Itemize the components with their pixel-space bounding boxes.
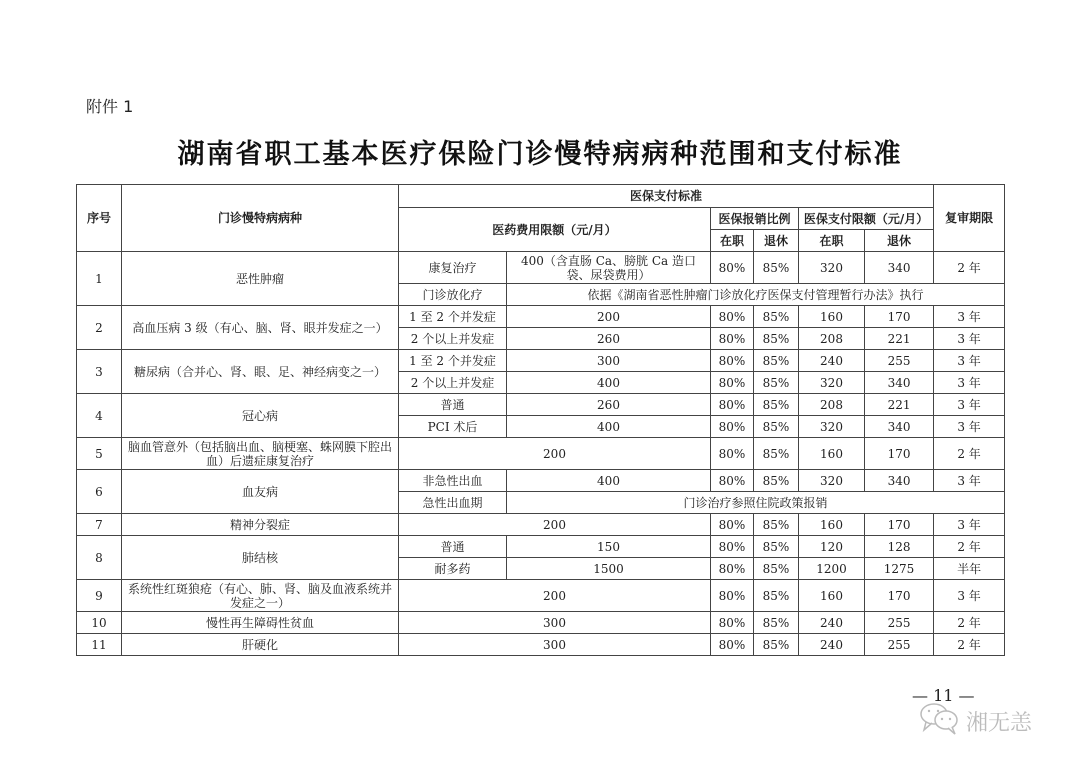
- cell-review: 3 年: [934, 328, 1005, 350]
- cell-ratio-employed: 80%: [711, 612, 754, 634]
- cell-pay-retired: 170: [865, 514, 934, 536]
- cell-review: 3 年: [934, 350, 1005, 372]
- cell-pay-retired: 221: [865, 394, 934, 416]
- cell-disease: 冠心病: [122, 394, 399, 438]
- cell-pay-retired: 340: [865, 372, 934, 394]
- cell-limit: 300: [399, 634, 711, 656]
- cell-limit: 400: [507, 470, 711, 492]
- cell-pay-employed: 208: [799, 328, 865, 350]
- cell-pay-retired: 340: [865, 470, 934, 492]
- cell-pay-retired: 340: [865, 416, 934, 438]
- table-row: [77, 306, 1005, 328]
- cell-ratio-retired: 85%: [754, 634, 799, 656]
- cell-seq: 5: [77, 438, 122, 470]
- cell-seq: 8: [77, 536, 122, 580]
- cell-sub: 非急性出血: [399, 470, 507, 492]
- cell-sub: 2 个以上并发症: [399, 328, 507, 350]
- cell-disease: 精神分裂症: [122, 514, 399, 536]
- cell-limit: 200: [507, 306, 711, 328]
- cell-sub: 急性出血期: [399, 492, 507, 514]
- cell-ratio-employed: 80%: [711, 252, 754, 284]
- cell-ratio-retired: 85%: [754, 252, 799, 284]
- payment-standard-table: [76, 184, 1005, 656]
- cell-limit: 200: [399, 514, 711, 536]
- cell-pay-employed: 320: [799, 416, 865, 438]
- attachment-label: 附件 1: [86, 97, 134, 116]
- cell-ratio-employed: 80%: [711, 536, 754, 558]
- cell-disease: 血友病: [122, 470, 399, 514]
- cell-ratio-employed: 80%: [711, 328, 754, 350]
- cell-review: 3 年: [934, 514, 1005, 536]
- cell-ratio-retired: 85%: [754, 514, 799, 536]
- cell-ratio-retired: 85%: [754, 470, 799, 492]
- cell-limit: 300: [399, 612, 711, 634]
- header-pay-retired: 退休: [865, 230, 934, 252]
- cell-review: 2 年: [934, 438, 1005, 470]
- cell-pay-employed: 208: [799, 394, 865, 416]
- cell-review: 3 年: [934, 416, 1005, 438]
- cell-limit: 400: [507, 416, 711, 438]
- cell-pay-retired: 255: [865, 350, 934, 372]
- cell-sub: 耐多药: [399, 558, 507, 580]
- cell-limit: 400（含直肠 Ca、膀胱 Ca 造口袋、尿袋费用）: [507, 252, 711, 284]
- cell-pay-retired: 128: [865, 536, 934, 558]
- header-cost-limit: 医药费用限额（元/月）: [399, 208, 711, 252]
- cell-pay-employed: 320: [799, 372, 865, 394]
- table-row: [77, 580, 1005, 612]
- cell-limit: 300: [507, 350, 711, 372]
- cell-disease: 肺结核: [122, 536, 399, 580]
- cell-disease: 系统性红斑狼疮（有心、肺、肾、脑及血液系统并发症之一）: [122, 580, 399, 612]
- cell-sub: 1 至 2 个并发症: [399, 350, 507, 372]
- table-row: [77, 536, 1005, 558]
- cell-seq: 6: [77, 470, 122, 514]
- header-review: 复审期限: [934, 185, 1005, 252]
- cell-pay-employed: 240: [799, 634, 865, 656]
- cell-ratio-employed: 80%: [711, 416, 754, 438]
- cell-seq: 2: [77, 306, 122, 350]
- cell-disease: 恶性肿瘤: [122, 252, 399, 306]
- cell-disease: 脑血管意外（包括脑出血、脑梗塞、蛛网膜下腔出血）后遗症康复治疗: [122, 438, 399, 470]
- cell-ratio-retired: 85%: [754, 350, 799, 372]
- cell-sub: 1 至 2 个并发症: [399, 306, 507, 328]
- cell-sub: 普通: [399, 394, 507, 416]
- cell-limit: 200: [399, 438, 711, 470]
- cell-review: 2 年: [934, 634, 1005, 656]
- cell-sub: PCI 术后: [399, 416, 507, 438]
- cell-note: 依据《湖南省恶性肿瘤门诊放化疗医保支付管理暂行办法》执行: [507, 284, 1005, 306]
- cell-ratio-employed: 80%: [711, 634, 754, 656]
- cell-pay-retired: 170: [865, 580, 934, 612]
- table-row: [77, 394, 1005, 416]
- cell-seq: 1: [77, 252, 122, 306]
- cell-ratio-retired: 85%: [754, 438, 799, 470]
- cell-ratio-retired: 85%: [754, 394, 799, 416]
- cell-review: 3 年: [934, 306, 1005, 328]
- cell-pay-employed: 320: [799, 470, 865, 492]
- cell-ratio-employed: 80%: [711, 372, 754, 394]
- cell-pay-employed: 240: [799, 612, 865, 634]
- header-disease: 门诊慢特病病种: [122, 185, 399, 252]
- cell-ratio-retired: 85%: [754, 416, 799, 438]
- cell-limit: 200: [399, 580, 711, 612]
- cell-ratio-employed: 80%: [711, 470, 754, 492]
- cell-review: 半年: [934, 558, 1005, 580]
- cell-pay-employed: 160: [799, 438, 865, 470]
- cell-pay-retired: 170: [865, 438, 934, 470]
- cell-pay-employed: 320: [799, 252, 865, 284]
- cell-seq: 11: [77, 634, 122, 656]
- cell-pay-retired: 170: [865, 306, 934, 328]
- watermark-text: 湘无恙: [966, 710, 1033, 736]
- cell-ratio-employed: 80%: [711, 350, 754, 372]
- cell-review: 2 年: [934, 252, 1005, 284]
- cell-ratio-employed: 80%: [711, 306, 754, 328]
- cell-review: 2 年: [934, 612, 1005, 634]
- cell-sub: 2 个以上并发症: [399, 372, 507, 394]
- cell-limit: 1500: [507, 558, 711, 580]
- cell-ratio-employed: 80%: [711, 438, 754, 470]
- cell-pay-employed: 160: [799, 514, 865, 536]
- cell-seq: 7: [77, 514, 122, 536]
- header-seq: 序号: [77, 185, 122, 252]
- cell-seq: 3: [77, 350, 122, 394]
- cell-pay-retired: 255: [865, 634, 934, 656]
- cell-disease: 高血压病 3 级（有心、脑、肾、眼并发症之一）: [122, 306, 399, 350]
- cell-limit: 400: [507, 372, 711, 394]
- cell-review: 3 年: [934, 394, 1005, 416]
- header-pay-employed: 在职: [799, 230, 865, 252]
- header-standard: 医保支付标准: [399, 185, 934, 208]
- cell-pay-employed: 160: [799, 580, 865, 612]
- cell-pay-employed: 160: [799, 306, 865, 328]
- cell-review: 2 年: [934, 536, 1005, 558]
- cell-pay-employed: 120: [799, 536, 865, 558]
- cell-pay-retired: 1275: [865, 558, 934, 580]
- table-row: [77, 252, 1005, 284]
- header-ratio-retired: 退休: [754, 230, 799, 252]
- document-title: 湖南省职工基本医疗保险门诊慢特病病种范围和支付标准: [177, 139, 903, 170]
- cell-pay-employed: 240: [799, 350, 865, 372]
- cell-disease: 糖尿病（合并心、肾、眼、足、神经病变之一）: [122, 350, 399, 394]
- watermark: [918, 700, 1032, 742]
- cell-ratio-retired: 85%: [754, 306, 799, 328]
- table-row: [77, 350, 1005, 372]
- table-row: [77, 470, 1005, 492]
- cell-sub: 门诊放化疗: [399, 284, 507, 306]
- cell-ratio-employed: 80%: [711, 514, 754, 536]
- cell-review: 3 年: [934, 580, 1005, 612]
- cell-limit: 260: [507, 394, 711, 416]
- cell-review: 3 年: [934, 470, 1005, 492]
- cell-ratio-retired: 85%: [754, 580, 799, 612]
- cell-pay-retired: 221: [865, 328, 934, 350]
- wechat-icon: [918, 700, 962, 742]
- cell-seq: 4: [77, 394, 122, 438]
- cell-pay-retired: 255: [865, 612, 934, 634]
- cell-ratio-retired: 85%: [754, 372, 799, 394]
- cell-disease: 肝硬化: [122, 634, 399, 656]
- table-row: [77, 612, 1005, 634]
- cell-seq: 10: [77, 612, 122, 634]
- header-ratio: 医保报销比例: [711, 208, 799, 230]
- cell-ratio-retired: 85%: [754, 558, 799, 580]
- table-row: [77, 634, 1005, 656]
- table-row: [77, 438, 1005, 470]
- header-pay-limit: 医保支付限额（元/月）: [799, 208, 934, 230]
- cell-pay-employed: 1200: [799, 558, 865, 580]
- page-number: — 11 —: [912, 686, 975, 705]
- cell-note: 门诊治疗参照住院政策报销: [507, 492, 1005, 514]
- cell-pay-retired: 340: [865, 252, 934, 284]
- cell-ratio-retired: 85%: [754, 328, 799, 350]
- cell-sub: 普通: [399, 536, 507, 558]
- cell-ratio-retired: 85%: [754, 612, 799, 634]
- cell-ratio-employed: 80%: [711, 558, 754, 580]
- cell-review: 3 年: [934, 372, 1005, 394]
- header-ratio-employed: 在职: [711, 230, 754, 252]
- cell-ratio-employed: 80%: [711, 580, 754, 612]
- table-row: [77, 514, 1005, 536]
- cell-seq: 9: [77, 580, 122, 612]
- cell-limit: 260: [507, 328, 711, 350]
- cell-disease: 慢性再生障碍性贫血: [122, 612, 399, 634]
- cell-limit: 150: [507, 536, 711, 558]
- cell-sub: 康复治疗: [399, 252, 507, 284]
- cell-ratio-retired: 85%: [754, 536, 799, 558]
- cell-ratio-employed: 80%: [711, 394, 754, 416]
